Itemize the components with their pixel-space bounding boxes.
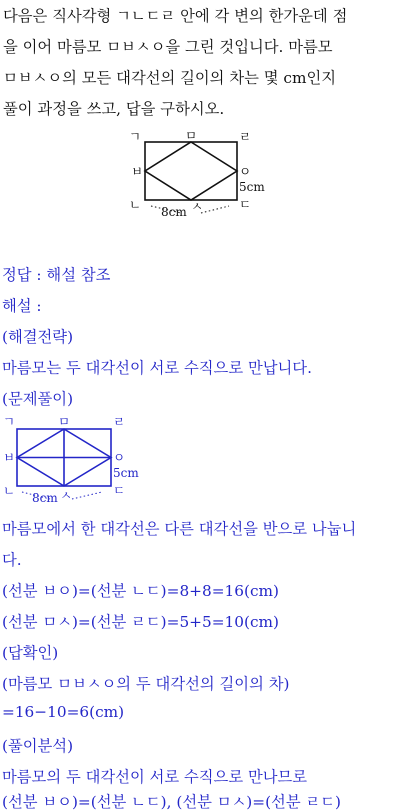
point-label-left: ㅂ [131,164,144,179]
rectangle [145,142,237,200]
analysis-text-2: (선분 ㅂㅇ)=(선분 ㄴㄷ), (선분 ㅁㅅ)=(선분 ㄹㄷ) [2,793,341,811]
corner-label-tr: ㄹ [239,130,252,144]
corner-label-bl: ㄴ [3,483,16,498]
analysis-text-1: 마름모의 두 대각선이 서로 수직으로 만나므로 [2,768,308,786]
bottom-length-label: 8cm [161,205,187,219]
solution-text-1: 마름모에서 한 대각선은 다른 대각선을 반으로 나눕니 [2,520,357,538]
corner-label-tl: ㄱ [129,130,142,144]
side-length-label: 5cm [239,180,265,194]
question-line-4: 풀이 과정을 쓰고, 답을 구하시오. [3,100,225,118]
point-label-bottom: ㅅ [60,488,73,503]
solution-text-2: 다. [2,551,22,569]
point-label-right: ㅇ [113,450,126,465]
question-line-3: ㅁㅂㅅㅇ의 모든 대각선의 길이의 차는 몇 cm인지 [3,69,337,87]
point-label-left: ㅂ [3,450,16,465]
point-label-top: ㅁ [185,130,198,143]
point-label-right: ㅇ [239,164,252,179]
analysis-heading: (풀이분석) [2,737,74,755]
corner-label-tr: ㄹ [113,414,126,429]
check-result: =16−10=6(cm) [2,703,125,721]
answer-line: 정답 : 해설 참조 [2,266,111,284]
rectangle-rhombus-figure [125,130,265,220]
strategy-heading: (해결전략) [2,328,74,346]
corner-label-br: ㄷ [113,483,126,498]
check-text: (마름모 ㅁㅂㅅㅇ의 두 대각선의 길이의 차) [2,675,290,693]
check-heading: (답확인) [2,644,59,662]
corner-label-tl: ㄱ [3,414,16,429]
question-line-1: 다음은 직사각형 ㄱㄴㄷㄹ 안에 각 변의 한가운데 점 [3,7,348,25]
strategy-text: 마름모는 두 대각선이 서로 수직으로 만납니다. [2,359,312,377]
point-label-top: ㅁ [58,414,71,429]
question-line-2: 을 이어 마름모 ㅁㅂㅅㅇ을 그린 것입니다. 마름모 [3,38,333,56]
point-label-bottom: ㅅ [191,199,204,214]
segment-bo-calc: (선분 ㅂㅇ)=(선분 ㄴㄷ)=8+8=16(cm) [2,582,280,600]
rhombus [145,142,237,200]
side-length-label: 5cm [113,466,139,480]
corner-label-bl: ㄴ [129,197,142,212]
solution-heading: (문제풀이) [2,390,74,408]
bottom-length-label: 8cm [32,491,58,505]
rhombus-diagonals-figure [0,413,150,505]
explanation-heading: 해설 : [2,297,42,315]
corner-label-br: ㄷ [239,197,252,212]
segment-ms-calc: (선분 ㅁㅅ)=(선분 ㄹㄷ)=5+5=10(cm) [2,613,280,631]
